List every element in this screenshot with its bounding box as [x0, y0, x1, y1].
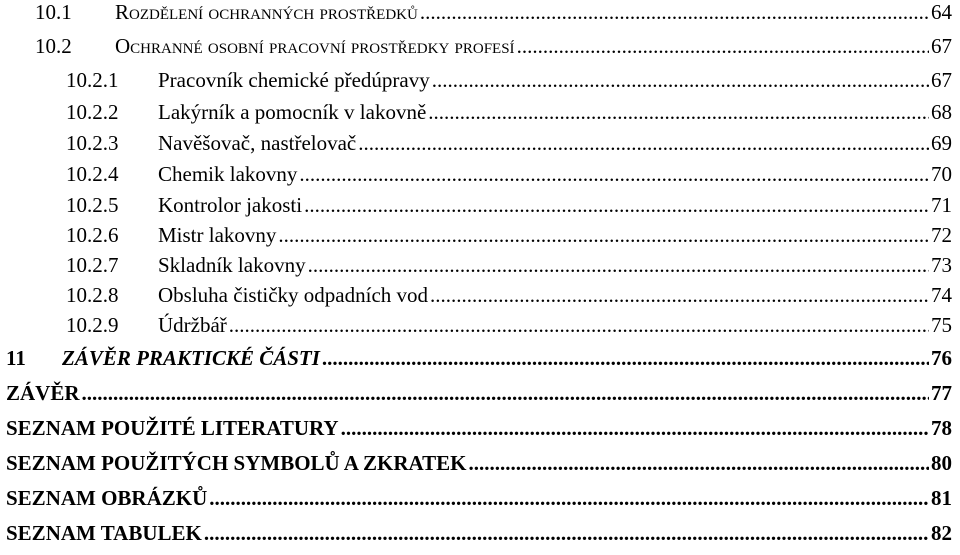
toc-entry-label: ZÁVĚR [6, 381, 80, 405]
toc-entry[interactable] [0, 100, 960, 134]
toc-dot-leader [432, 68, 929, 93]
toc-entry[interactable] [0, 131, 960, 165]
toc-entry-number: 10.2.2 [66, 100, 119, 124]
toc-entry-label: Ochranné osobní pracovní prostředky profesí [115, 34, 515, 58]
toc-entry-page: 69 [931, 131, 952, 155]
toc-entry-page: 67 [931, 68, 952, 92]
toc-dot-leader [469, 451, 929, 476]
toc-entry-label: Lakýrník a pomocník v lakovně [158, 100, 427, 124]
toc-entry-page: 81 [931, 486, 952, 510]
toc-entry-page: 77 [931, 381, 952, 405]
toc-dot-leader [278, 223, 929, 248]
toc-entry-label: Rozdělení ochranných prostředků [115, 0, 418, 24]
toc-entry-page: 70 [931, 162, 952, 186]
toc-dot-leader [428, 100, 929, 125]
toc-entry-page: 74 [931, 283, 952, 307]
toc-entry[interactable] [0, 486, 960, 520]
toc-entry-number: 10.1 [35, 0, 72, 24]
toc-entry[interactable] [0, 451, 960, 485]
toc-entry-page: 75 [931, 313, 952, 337]
toc-entry[interactable] [0, 68, 960, 102]
toc-entry-page: 72 [931, 223, 952, 247]
toc-entry-page: 64 [931, 0, 952, 24]
toc-entry[interactable] [0, 283, 960, 317]
toc-entry[interactable] [0, 34, 960, 68]
toc-entry-page: 82 [931, 521, 952, 545]
toc-entry[interactable] [0, 313, 960, 347]
toc-entry-label: ZÁVĚR PRAKTICKÉ ČÁSTI [62, 346, 320, 370]
toc-entry-label: Pracovník chemické předúpravy [158, 68, 430, 92]
toc-entry[interactable] [0, 193, 960, 227]
toc-dot-leader [430, 283, 929, 308]
toc-entry-number: 10.2.3 [66, 131, 119, 155]
toc-dot-leader [322, 346, 929, 371]
toc-entry-number: 10.2.7 [66, 253, 119, 277]
toc-dot-leader [517, 34, 929, 59]
toc-dot-leader [341, 416, 929, 441]
toc-dot-leader [229, 313, 929, 338]
toc-entry-page: 67 [931, 34, 952, 58]
toc-entry-number: 11 [6, 346, 26, 370]
toc-entry-label: Obsluha čističky odpadních vod [158, 283, 429, 307]
toc-entry[interactable] [0, 521, 960, 555]
toc-entry-page: 73 [931, 253, 952, 277]
toc-dot-leader [420, 0, 929, 25]
toc-entry-label: Navěšovač, nastřelovač [158, 131, 357, 155]
toc-entry-label: Mistr lakovny [158, 223, 277, 247]
toc-dot-leader [82, 381, 929, 406]
toc-entry[interactable] [0, 381, 960, 415]
toc-entry-label: SEZNAM TABULEK [6, 521, 202, 545]
toc-entry-number: 10.2.4 [66, 162, 119, 186]
toc-entry-label: SEZNAM POUŽITÝCH SYMBOLŮ A ZKRATEK [6, 451, 467, 475]
toc-dot-leader [209, 486, 929, 511]
toc-entry[interactable] [0, 253, 960, 287]
toc-entry-page: 76 [931, 346, 952, 370]
toc-entry-number: 10.2.9 [66, 313, 119, 337]
toc-dot-leader [308, 253, 929, 278]
toc-dot-leader [299, 162, 929, 187]
toc-entry-number: 10.2.5 [66, 193, 119, 217]
toc-entry-page: 78 [931, 416, 952, 440]
toc-entry-number: 10.2.8 [66, 283, 119, 307]
toc-entry-label: SEZNAM POUŽITÉ LITERATURY [6, 416, 339, 440]
toc-entry-label: Chemik lakovny [158, 162, 298, 186]
toc-entry-label: Skladník lakovny [158, 253, 306, 277]
toc-entry[interactable] [0, 346, 960, 380]
toc-entry[interactable] [0, 416, 960, 450]
toc-entry[interactable] [0, 0, 960, 34]
toc-entry[interactable] [0, 162, 960, 196]
toc-entry-label: SEZNAM OBRÁZKŮ [6, 486, 208, 510]
toc-dot-leader [358, 131, 929, 156]
toc-entry[interactable] [0, 223, 960, 257]
toc-entry-label: Kontrolor jakosti [158, 193, 303, 217]
toc-entry-number: 10.2 [35, 34, 72, 58]
toc-entry-number: 10.2.6 [66, 223, 119, 247]
toc-entry-page: 80 [931, 451, 952, 475]
toc-dot-leader [204, 521, 929, 546]
toc-entry-label: Údržbář [158, 313, 227, 337]
toc-entry-page: 71 [931, 193, 952, 217]
toc-entry-page: 68 [931, 100, 952, 124]
toc-entry-number: 10.2.1 [66, 68, 119, 92]
toc-dot-leader [304, 193, 929, 218]
